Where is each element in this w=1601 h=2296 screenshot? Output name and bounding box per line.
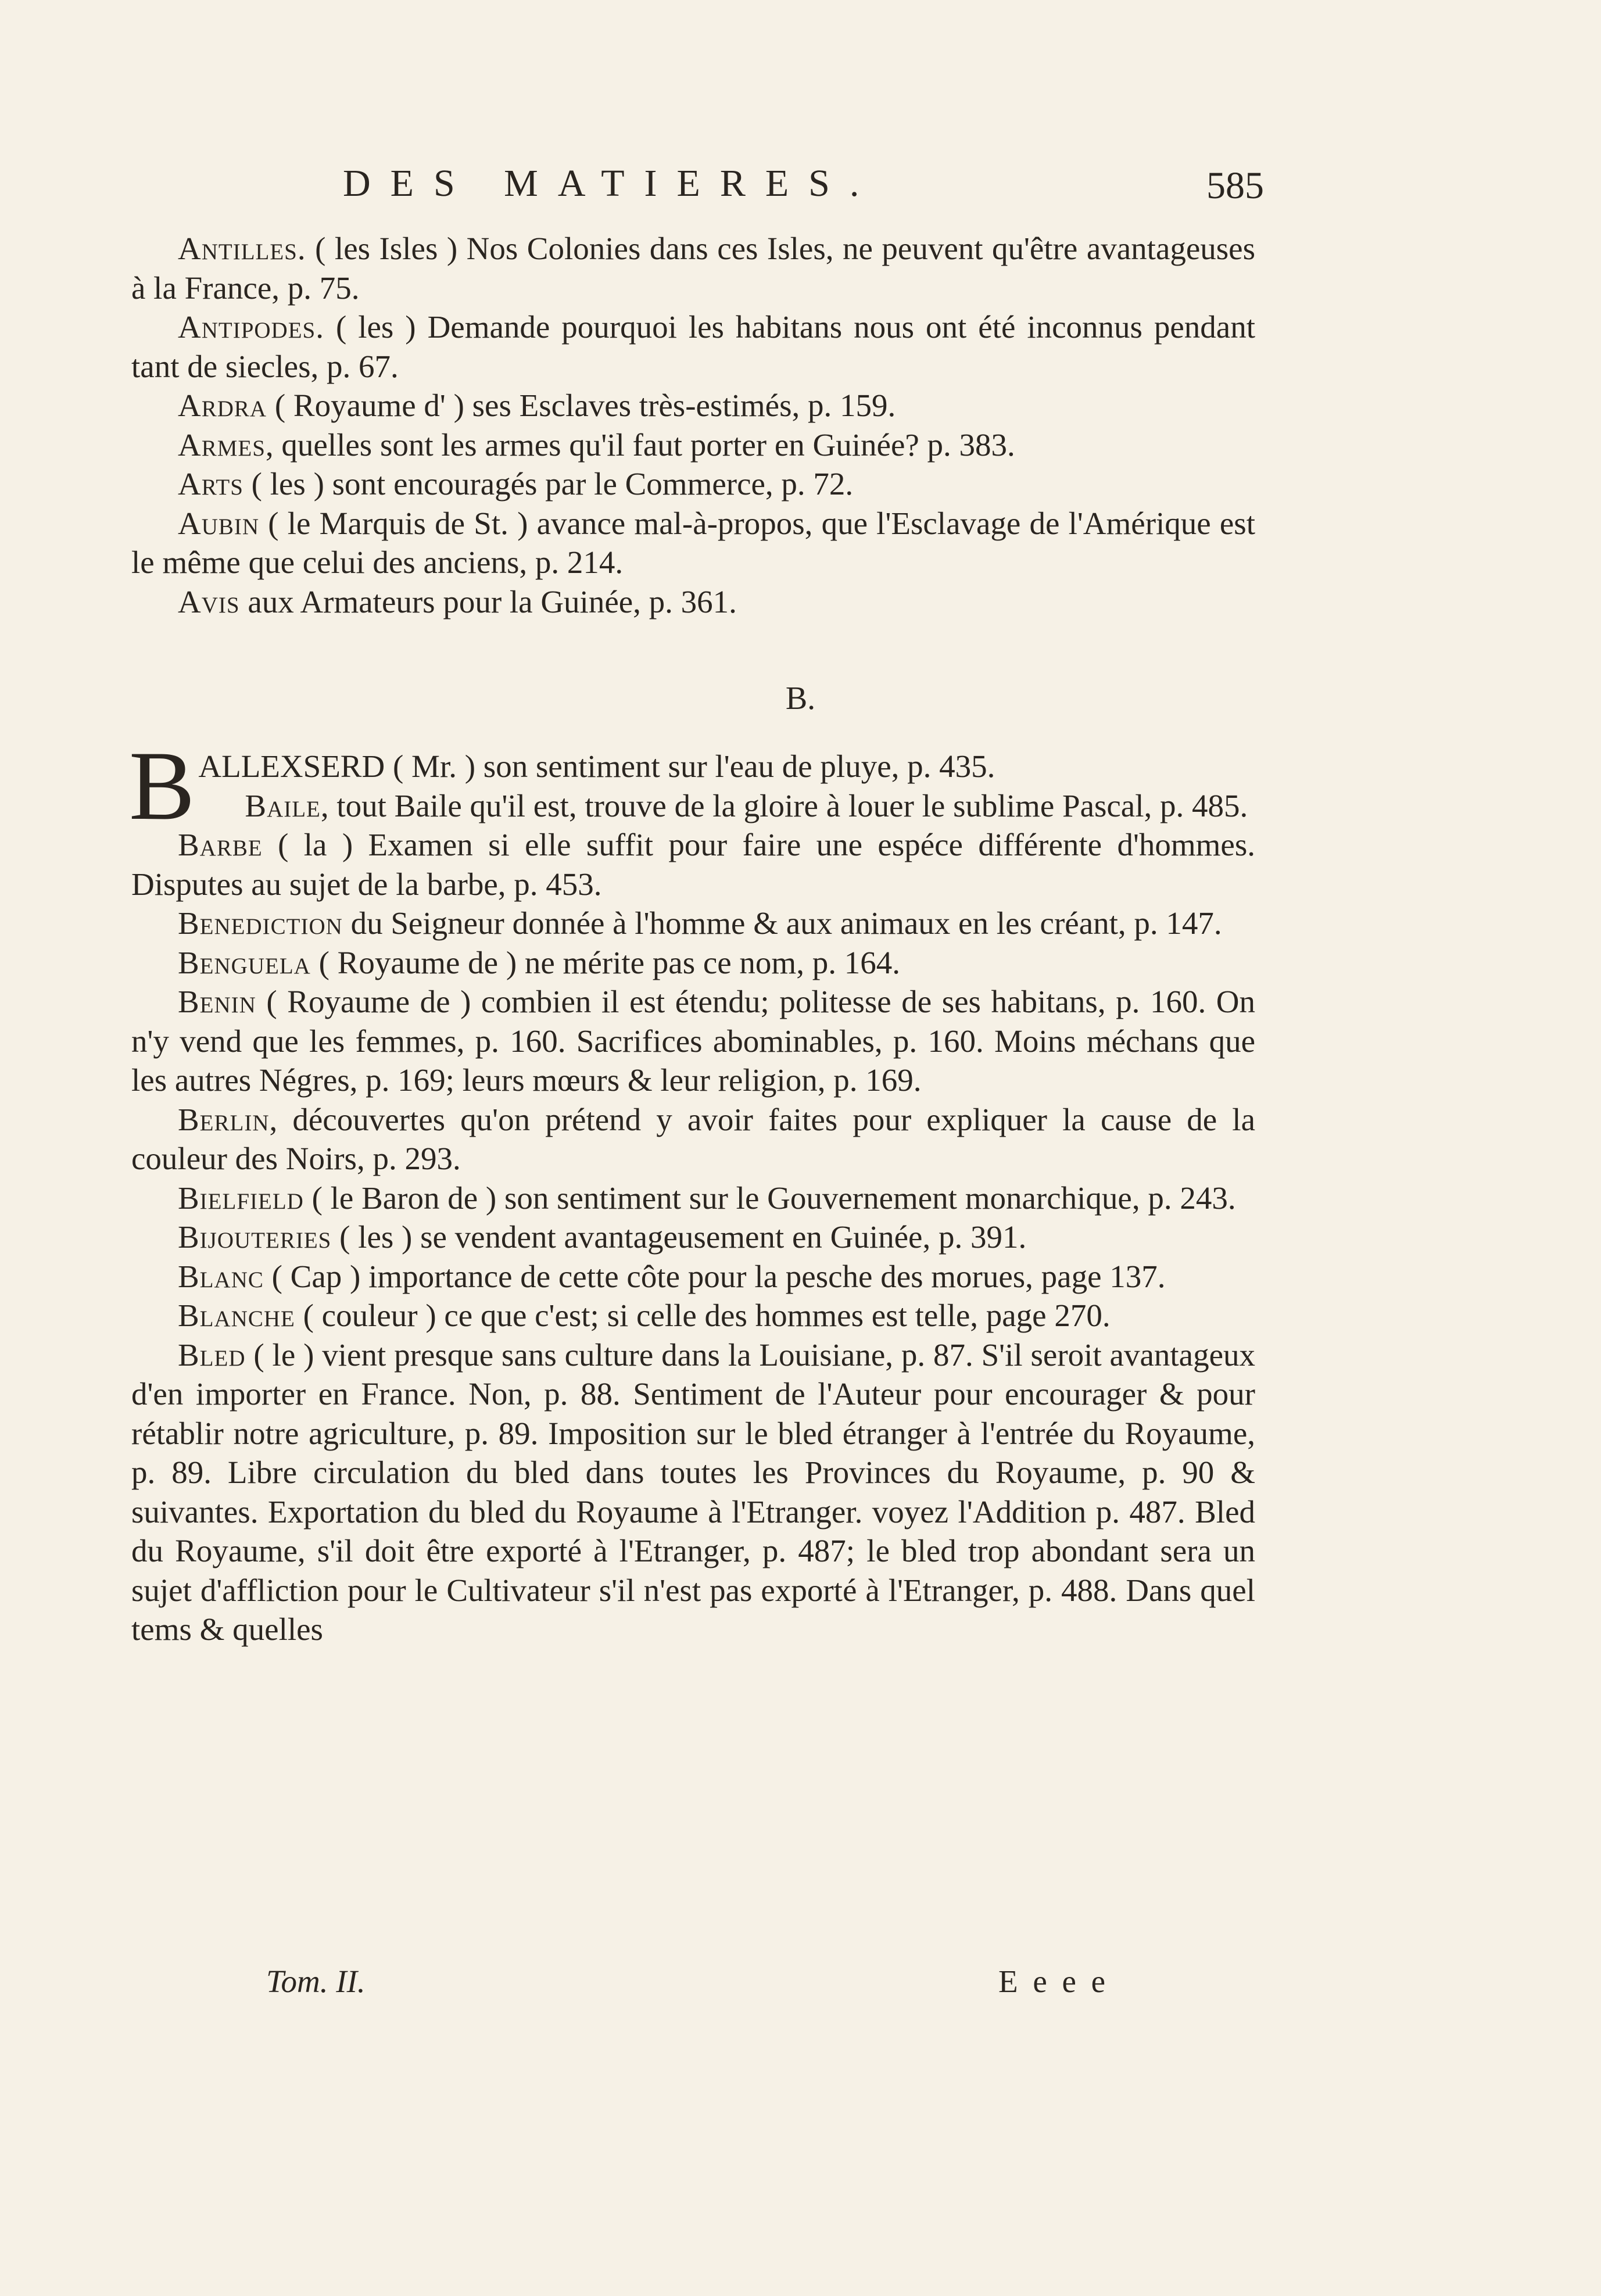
drop-cap: B	[129, 731, 195, 840]
entry-heading: Barbe	[178, 827, 263, 862]
index-entry	[131, 1257, 1255, 1296]
entry-text: , tout Baile qu'il est, trouve de la gloire à louer le sublime Pascal, p. 485.	[320, 787, 1248, 823]
tome-label: Tom. II.	[266, 1964, 366, 1999]
index-entry	[131, 1296, 1255, 1335]
entry-text: ( Royaume de ) combien il est étendu; politesse de ses habitans, p. 160. On n'y vend que les femmes, p. 160. Sacrifices abominables, p. 160. Moins méchans que les autres Négres, p. 169; leurs mœurs & leur religion, p. 169.	[131, 984, 1255, 1098]
section-letter-b: B.	[785, 680, 816, 717]
index-entry	[131, 1179, 1255, 1218]
entry-text: ( la ) Examen si elle suffit pour faire une espéce différente d'hommes. Disputes au sujet de la barbe, p. 453.	[131, 827, 1255, 902]
entry-heading: Baile	[245, 787, 321, 823]
page-header	[174, 162, 1264, 214]
index-entry	[131, 825, 1255, 904]
entry-text: ( couleur ) ce que c'est; si celle des hommes est telle, page 270.	[295, 1298, 1111, 1333]
index-entry	[131, 307, 1255, 386]
entry-heading: Antilles.	[178, 231, 306, 266]
entry-heading: Benguela	[178, 944, 311, 980]
signature-mark: E e e e	[998, 1964, 1109, 1999]
index-entry	[131, 504, 1255, 582]
entry-text: ( les ) Demande pourquoi les habitans nous ont été inconnus pendant tant de siecles, p. 67.	[131, 309, 1255, 384]
entry-text: ( le Baron de ) son sentiment sur le Gouvernement monarchique, p. 243.	[303, 1180, 1236, 1216]
entry-text: ( les ) se vendent avantageusement en Guinée, p. 391.	[331, 1219, 1027, 1255]
entry-heading: Bielfield	[178, 1180, 304, 1216]
index-entry	[131, 386, 1255, 425]
index-entry	[131, 425, 1255, 465]
index-section-b	[129, 731, 1255, 1649]
page-number: 585	[1206, 164, 1264, 207]
index-entry	[131, 786, 1255, 826]
entry-text: , quelles sont les armes qu'il faut porter en Guinée? p. 383.	[265, 427, 1015, 463]
entry-text: aux Armateurs pour la Guinée, p. 361.	[239, 583, 737, 619]
entry-heading: Bled	[178, 1337, 246, 1373]
entry-heading: Avis	[178, 583, 240, 619]
index-entry	[131, 1100, 1255, 1179]
entry-text: ( Cap ) importance de cette côte pour la pesche des morues, page 137.	[263, 1258, 1166, 1294]
index-entry	[131, 464, 1255, 504]
entry-heading: Bijouteries	[178, 1219, 332, 1255]
index-entry	[131, 943, 1255, 983]
entry-heading: Benin	[178, 984, 256, 1019]
entry-heading: Antipodes.	[178, 309, 324, 345]
entry-text: , découvertes qu'on prétend y avoir faites pour expliquer la cause de la couleur des Noirs, p. 293.	[131, 1101, 1255, 1176]
running-title: DES MATIERES.	[343, 162, 879, 205]
entry-heading: Benediction	[178, 905, 343, 941]
page-footer	[0, 1963, 1601, 2010]
index-section-a	[131, 229, 1255, 621]
entry-heading: Arts	[178, 466, 243, 502]
entry-heading: Berlin	[178, 1101, 270, 1137]
entry-heading: ALLEXSERD	[198, 748, 385, 784]
entry-heading: Armes	[178, 427, 266, 463]
index-entry	[131, 904, 1255, 943]
entry-heading: Ardra	[178, 388, 267, 423]
entry-heading: Blanc	[178, 1258, 264, 1294]
entry-text: ( Royaume de ) ne mérite pas ce nom, p. 164.	[310, 944, 900, 980]
entry-text: ( le Marquis de St. ) avance mal-à-propos, que l'Esclavage de l'Amérique est le même que celui des anciens, p. 214.	[131, 505, 1255, 580]
entry-heading: Aubin	[178, 505, 260, 541]
index-entry	[131, 582, 1255, 622]
entry-text: ( le ) vient presque sans culture dans la Louisiane, p. 87. S'il seroit avantageux d'en importer en France. Non, p. 88. Sentiment de l'Auteur pour encourager & pour rétablir notre agriculture, p. 89. Imposition sur le bled étranger à l'entrée du Royaume, p. 89. Libre circulation du bled dans toutes les Provinces du Royaume, p. 90 & suivantes. Exportation du bled du Royaume à l'Etranger. voyez l'Addition p. 487. Bled du Royaume, s'il doit être exporté à l'Etranger, p. 487; le bled trop abondant sera un sujet d'affliction pour le Cultivateur s'il n'est pas exporté à l'Etranger, p. 488. Dans quel tems & quelles	[131, 1337, 1255, 1647]
index-entry	[131, 1335, 1255, 1649]
index-entry	[131, 229, 1255, 307]
entry-text: ( Mr. ) son sentiment sur l'eau de pluye, p. 435.	[385, 748, 995, 784]
index-entry	[131, 982, 1255, 1100]
entry-text: ( les ) sont encouragés par le Commerce, p. 72.	[243, 466, 854, 502]
entry-text: ( les Isles ) Nos Colonies dans ces Isles, ne peuvent qu'être avantageuses à la France, p. 75.	[131, 231, 1255, 306]
entry-heading: Blanche	[178, 1298, 295, 1333]
entry-text: ( Royaume d' ) ses Esclaves très-estimés, p. 159.	[267, 388, 896, 423]
entry-text: du Seigneur donnée à l'homme & aux animaux en les créant, p. 147.	[342, 905, 1222, 941]
index-entry	[131, 1217, 1255, 1257]
